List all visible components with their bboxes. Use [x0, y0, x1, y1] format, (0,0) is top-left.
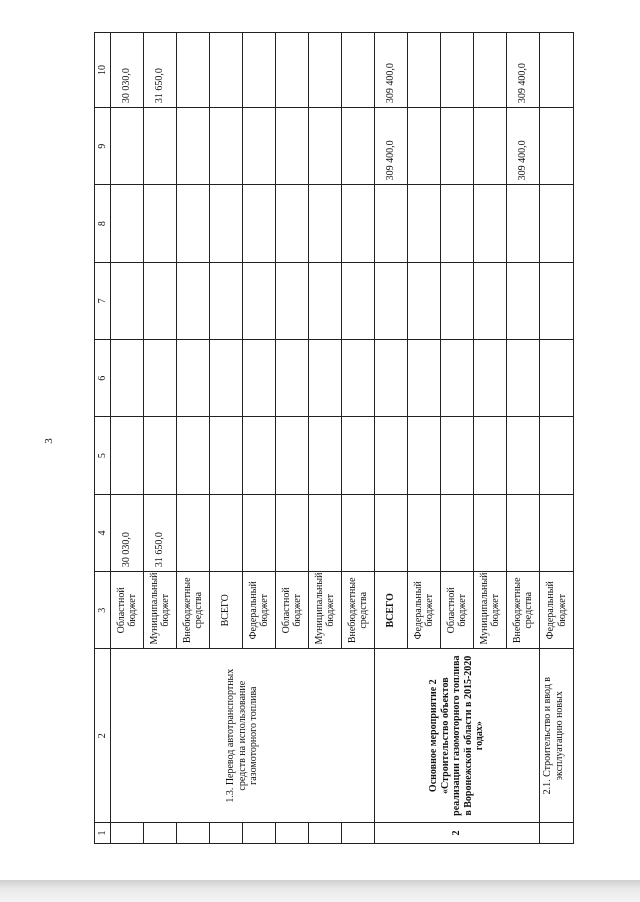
header-cell: 3: [95, 572, 111, 649]
value-cell: 309 400,0: [375, 108, 408, 185]
source-cell: Внебюджетные средства: [342, 572, 375, 649]
header-cell: 1: [95, 822, 111, 843]
source-cell: Областной бюджет: [276, 572, 309, 649]
value-cell: [540, 494, 574, 571]
value-cell: [144, 340, 177, 417]
source-cell: ВСЕГО: [210, 572, 243, 649]
value-cell: [309, 33, 342, 108]
main-activity-2-cell: Основное мероприятие 2 «Строительство объектов реализации газомоторного топлива в Воронежской области в 2015-2020 годах»: [375, 649, 540, 822]
value-cell: [210, 262, 243, 339]
header-cell: 10: [95, 33, 111, 108]
value-cell: [507, 185, 540, 262]
number-cell: [111, 822, 144, 843]
source-cell: Федеральный бюджет: [540, 572, 574, 649]
value-cell: [177, 494, 210, 571]
value-cell: [342, 494, 375, 571]
source-cell: Областной бюджет: [441, 572, 474, 649]
number-cell: [210, 822, 243, 843]
source-cell: Муниципальный бюджет: [309, 572, 342, 649]
value-cell: [210, 417, 243, 494]
value-cell: [408, 185, 441, 262]
value-cell: [441, 262, 474, 339]
activity-2-1-cell: 2.1. Строительство и ввод в эксплуатацию новых: [540, 649, 574, 822]
value-cell: 309 400,0: [375, 33, 408, 108]
value-cell: [474, 494, 507, 571]
value-cell: 31 650,0: [144, 494, 177, 571]
value-cell: [144, 262, 177, 339]
value-cell: [144, 185, 177, 262]
value-cell: [309, 417, 342, 494]
value-cell: [276, 108, 309, 185]
value-cell: [111, 417, 144, 494]
header-cell: 6: [95, 340, 111, 417]
value-cell: [507, 417, 540, 494]
number-cell: [144, 822, 177, 843]
rotated-table-container: [94, 32, 568, 844]
source-cell: Муниципальный бюджет: [144, 572, 177, 649]
value-cell: [144, 108, 177, 185]
value-cell: [408, 262, 441, 339]
value-cell: [474, 108, 507, 185]
value-cell: [474, 33, 507, 108]
value-cell: [474, 417, 507, 494]
value-cell: [111, 262, 144, 339]
value-cell: [309, 185, 342, 262]
value-cell: [276, 494, 309, 571]
value-cell: [210, 340, 243, 417]
value-cell: [276, 33, 309, 108]
value-cell: [441, 185, 474, 262]
value-cell: [111, 340, 144, 417]
number-cell: [276, 822, 309, 843]
value-cell: [177, 340, 210, 417]
value-cell: [177, 108, 210, 185]
value-cell: [408, 340, 441, 417]
value-cell: [177, 417, 210, 494]
value-cell: [177, 262, 210, 339]
source-cell: ВСЕГО: [375, 572, 408, 649]
header-cell: 5: [95, 417, 111, 494]
value-cell: [408, 33, 441, 108]
value-cell: [441, 340, 474, 417]
value-cell: 309 400,0: [507, 108, 540, 185]
scan-bottom-edge: [0, 880, 640, 902]
value-cell: [540, 417, 574, 494]
number-cell: [540, 822, 574, 843]
value-cell: [276, 262, 309, 339]
header-cell: 7: [95, 262, 111, 339]
value-cell: [309, 108, 342, 185]
number-cell: 2: [375, 822, 540, 843]
source-cell: Федеральный бюджет: [243, 572, 276, 649]
table-row: [540, 33, 574, 844]
value-cell: [243, 185, 276, 262]
value-cell: [243, 340, 276, 417]
source-cell: Областной бюджет: [111, 572, 144, 649]
value-cell: 309 400,0: [507, 33, 540, 108]
value-cell: [111, 185, 144, 262]
value-cell: [342, 262, 375, 339]
value-cell: 30 030,0: [111, 494, 144, 571]
table-row: [111, 33, 144, 844]
value-cell: [540, 185, 574, 262]
value-cell: [342, 417, 375, 494]
value-cell: [375, 494, 408, 571]
value-cell: [243, 262, 276, 339]
value-cell: [177, 185, 210, 262]
value-cell: [540, 33, 574, 108]
budget-table: [94, 32, 574, 844]
value-cell: [375, 262, 408, 339]
budget-table-frame: [94, 32, 568, 844]
value-cell: [474, 185, 507, 262]
table-header-row: [95, 33, 111, 844]
value-cell: [441, 417, 474, 494]
value-cell: [441, 108, 474, 185]
value-cell: [408, 108, 441, 185]
value-cell: [309, 340, 342, 417]
value-cell: [276, 340, 309, 417]
value-cell: [408, 417, 441, 494]
value-cell: [177, 33, 210, 108]
page-number: 3: [43, 438, 55, 444]
number-cell: [177, 822, 210, 843]
value-cell: [507, 340, 540, 417]
header-cell: 2: [95, 649, 111, 822]
value-cell: [342, 108, 375, 185]
value-cell: [309, 494, 342, 571]
value-cell: [375, 340, 408, 417]
value-cell: [243, 33, 276, 108]
source-cell: Муниципальный бюджет: [474, 572, 507, 649]
number-cell: [342, 822, 375, 843]
value-cell: [474, 262, 507, 339]
header-cell: 9: [95, 108, 111, 185]
number-cell: [309, 822, 342, 843]
value-cell: 30 030,0: [111, 33, 144, 108]
value-cell: [243, 417, 276, 494]
value-cell: [210, 33, 243, 108]
value-cell: 31 650,0: [144, 33, 177, 108]
value-cell: [243, 108, 276, 185]
value-cell: [210, 108, 243, 185]
source-cell: Внебюджетные средства: [507, 572, 540, 649]
value-cell: [375, 417, 408, 494]
value-cell: [507, 494, 540, 571]
value-cell: [375, 185, 408, 262]
table-row: [375, 33, 408, 844]
value-cell: [342, 185, 375, 262]
value-cell: [408, 494, 441, 571]
value-cell: [540, 262, 574, 339]
value-cell: [441, 494, 474, 571]
value-cell: [276, 185, 309, 262]
source-cell: Внебюджетные средства: [177, 572, 210, 649]
value-cell: [276, 417, 309, 494]
value-cell: [144, 417, 177, 494]
value-cell: [342, 33, 375, 108]
value-cell: [309, 262, 342, 339]
value-cell: [210, 494, 243, 571]
value-cell: [474, 340, 507, 417]
value-cell: [540, 108, 574, 185]
value-cell: [507, 262, 540, 339]
value-cell: [111, 108, 144, 185]
value-cell: [342, 340, 375, 417]
activity-1-3-cell: [111, 649, 375, 822]
value-cell: [441, 33, 474, 108]
header-cell: 4: [95, 494, 111, 571]
header-cell: 8: [95, 185, 111, 262]
value-cell: [210, 185, 243, 262]
source-cell: Федеральный бюджет: [408, 572, 441, 649]
number-cell: [243, 822, 276, 843]
value-cell: [540, 340, 574, 417]
activity-name: 1.3. Перевод автотранспортных средств на использование газомоторного топлива: [225, 668, 260, 803]
value-cell: [243, 494, 276, 571]
